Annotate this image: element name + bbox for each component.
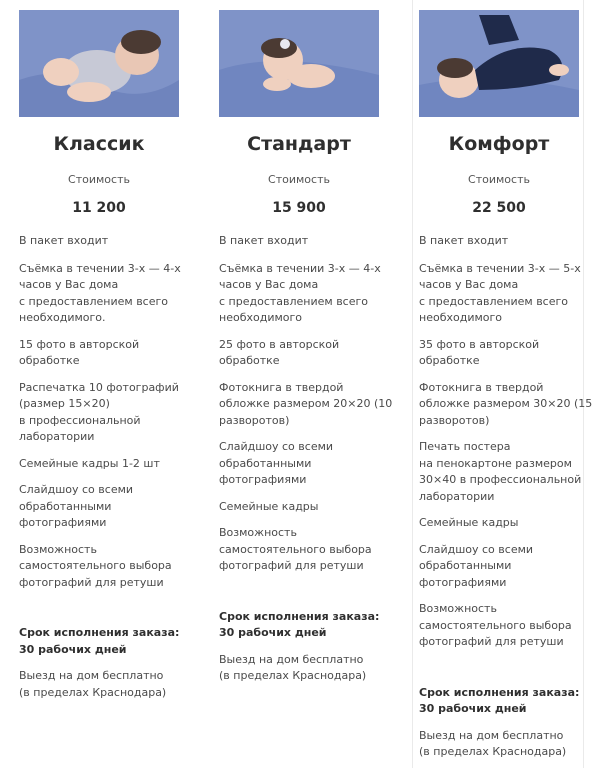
feature-line: 30×40 в профессиональной (419, 473, 582, 486)
package-photo (219, 10, 379, 117)
feature-item (419, 261, 579, 327)
feature-line: разворотов) (419, 413, 490, 427)
feature-item (19, 542, 181, 592)
package-items (19, 233, 181, 711)
feature-line: самостоятельного выбора (419, 618, 572, 632)
package-classic (19, 0, 181, 768)
feature-item (19, 380, 181, 446)
feature-line: фотографий для ретуши (419, 635, 564, 648)
feature-item (419, 515, 579, 532)
feature-line: 35 фото в авторской (419, 337, 540, 351)
spacer (219, 585, 381, 609)
feature-line: Семейные кадры (419, 516, 519, 529)
feature-line: Слайдшоу со всеми (419, 542, 534, 556)
feature-line: лаборатории (19, 430, 95, 443)
feature-line: Возможность (19, 542, 97, 556)
spacer (19, 601, 181, 625)
deadline-line: 30 рабочих дней (219, 626, 327, 639)
feature-line: обработанными (219, 456, 312, 470)
feature-item (419, 439, 582, 505)
feature-item (19, 456, 181, 473)
package-standard (219, 0, 393, 768)
feature-line: на пенокартоне размером (419, 456, 572, 470)
feature-line: Возможность (419, 602, 497, 615)
feature-line: 15 фото в авторской (19, 337, 140, 351)
feature-line: фотографиями (419, 575, 507, 589)
feature-line: Семейные кадры 1-2 шт (19, 456, 160, 470)
visit-line: Выезд на дом бесплатно (419, 728, 564, 742)
feature-item (219, 525, 381, 575)
cost-label: Стоимость (268, 173, 330, 186)
feature-item (19, 337, 181, 370)
feature-line: Возможность (219, 526, 297, 539)
deadline-line: Срок исполнения заказа: (219, 609, 380, 623)
package-title: Комфорт (448, 133, 550, 155)
includes-label: В пакет входит (419, 234, 509, 247)
baby-photo-icon (419, 10, 579, 117)
baby-photo-icon (219, 10, 379, 117)
feature-line: фотографиями (219, 473, 307, 486)
feature-item (219, 261, 381, 327)
visit-line: (в пределах Краснодара) (19, 685, 167, 699)
deadline-text (19, 625, 181, 658)
feature-line: с предоставлением всего (19, 294, 169, 308)
feature-line: Печать постера (419, 440, 511, 453)
package-items (219, 233, 393, 695)
feature-line: (размер 15×20) (19, 397, 110, 410)
feature-line: необходимого. (19, 311, 106, 324)
deadline-line: Срок исполнения заказа: (19, 626, 180, 639)
feature-line: Съёмка в течении 3-х — 4-х (219, 261, 381, 275)
package-title: Классик (53, 133, 145, 155)
deadline-line: 30 рабочих дней (419, 702, 527, 715)
visit-line: (в пределах Краснодара) (219, 669, 367, 682)
visit-text (19, 668, 181, 701)
feature-line: обработке (419, 354, 480, 367)
feature-item (219, 380, 393, 430)
feature-line: лаборатории (419, 489, 495, 503)
visit-text (219, 652, 381, 685)
feature-line: Распечатка 10 фотографий (19, 380, 179, 394)
visit-line: Выезд на дом бесплатно (219, 652, 364, 666)
visit-line: (в пределах Краснодара) (419, 745, 567, 758)
package-title: Стандарт (247, 133, 351, 155)
feature-line: в профессиональной (19, 413, 141, 427)
feature-line: Съёмка в течении 3-х — 5-х (419, 261, 581, 275)
deadline-line: Срок исполнения заказа: (419, 685, 580, 699)
feature-line: обложке размером 30×20 (15 (419, 397, 593, 410)
feature-item (219, 439, 381, 489)
feature-line: с предоставлением всего (419, 294, 569, 308)
package-price: 11 200 (72, 200, 126, 216)
feature-line: с предоставлением всего (219, 294, 369, 308)
spacer (419, 661, 579, 685)
feature-line: фотографиями (19, 516, 107, 529)
feature-line: необходимого (219, 311, 303, 324)
package-comfort (412, 0, 593, 768)
feature-line: часов у Вас дома (19, 278, 119, 291)
cost-label: Стоимость (468, 173, 530, 186)
feature-item (419, 601, 579, 651)
feature-line: обработанными (19, 499, 112, 513)
includes-label: В пакет входит (219, 234, 309, 247)
package-items (419, 233, 593, 768)
feature-item (219, 499, 381, 516)
package-price: 15 900 (272, 200, 326, 216)
deadline-text (419, 685, 579, 718)
feature-line: обработанными (419, 559, 512, 572)
feature-line: Слайдшоу со всеми (19, 483, 134, 496)
feature-line: Съёмка в течении 3-х — 4-х (19, 261, 181, 275)
deadline-line: 30 рабочих дней (19, 642, 127, 656)
package-photo (19, 10, 179, 117)
baby-photo-icon (19, 10, 179, 117)
includes-label: В пакет входит (19, 234, 109, 247)
feature-line: необходимого (419, 311, 503, 324)
package-price: 22 500 (472, 200, 526, 216)
feature-line: самостоятельного выбора (19, 559, 172, 572)
feature-line: часов у Вас дома (419, 278, 519, 291)
feature-item (419, 337, 579, 370)
feature-line: Фотокнига в твердой (419, 380, 544, 394)
feature-line: Фотокнига в твердой (219, 380, 344, 394)
feature-line: Семейные кадры (219, 499, 319, 513)
feature-item (19, 482, 181, 532)
feature-line: часов у Вас дома (219, 278, 319, 291)
deadline-text (219, 609, 381, 642)
feature-line: фотографий для ретуши (19, 575, 164, 589)
feature-line: фотографий для ретуши (219, 559, 364, 572)
feature-line: 25 фото в авторской (219, 337, 340, 351)
feature-line: самостоятельного выбора (219, 542, 372, 556)
feature-item (419, 380, 593, 430)
cost-label: Стоимость (68, 173, 130, 186)
feature-item (19, 261, 181, 327)
feature-item (419, 542, 579, 592)
feature-line: обработке (19, 354, 80, 367)
visit-text (419, 728, 579, 761)
package-photo (419, 10, 579, 117)
feature-line: обработке (219, 354, 280, 367)
feature-line: разворотов) (219, 413, 290, 427)
feature-line: обложке размером 20×20 (10 (219, 397, 393, 410)
visit-line: Выезд на дом бесплатно (19, 669, 164, 682)
feature-item (219, 337, 381, 370)
feature-line: Слайдшоу со всеми (219, 440, 334, 453)
